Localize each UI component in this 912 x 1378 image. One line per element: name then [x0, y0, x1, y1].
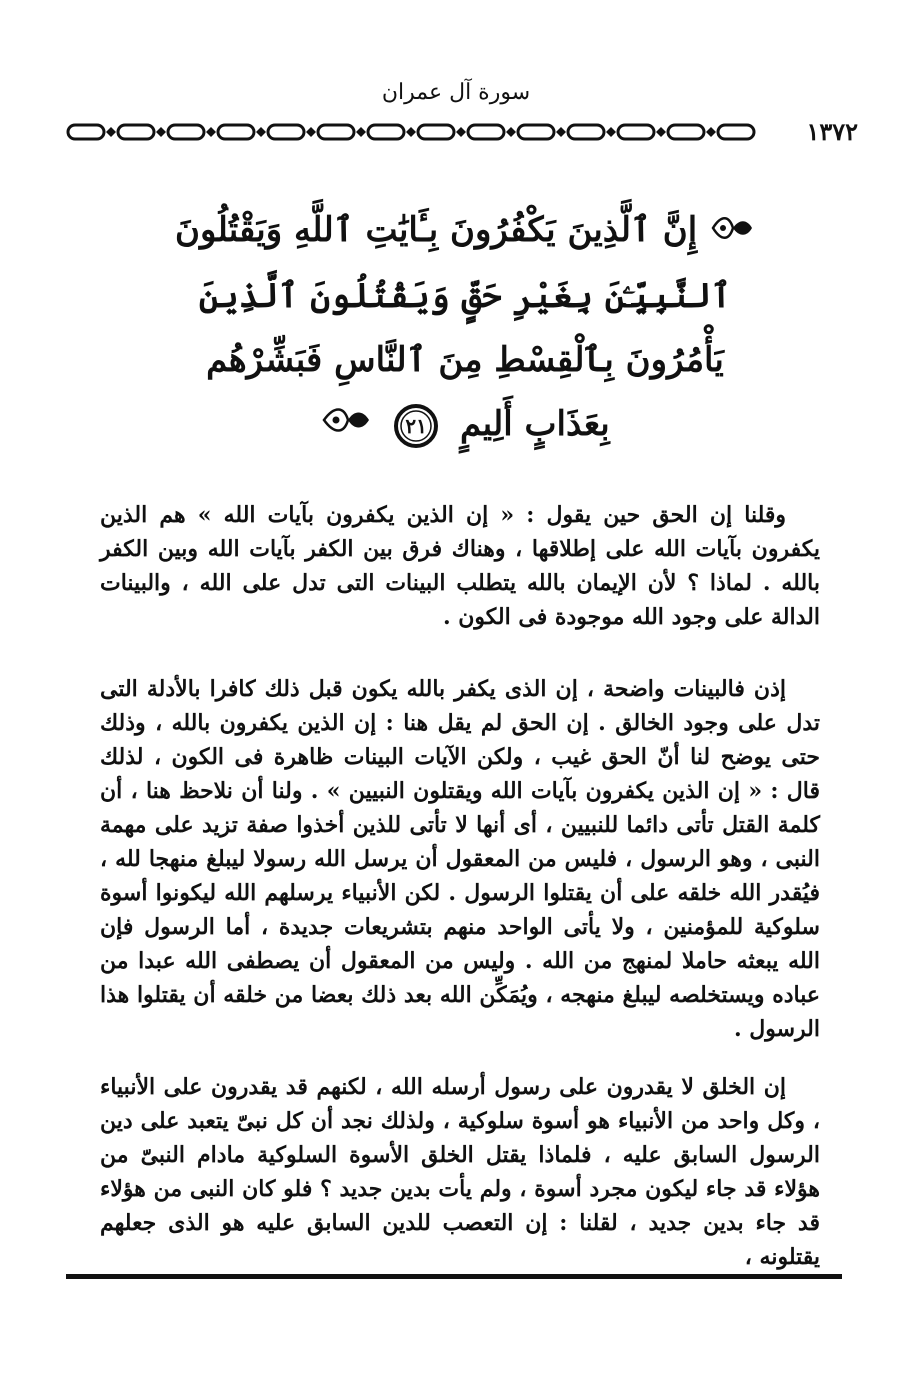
chain-ornament — [60, 116, 768, 148]
chain-diamond — [656, 127, 666, 137]
ayah-number: ٢١ — [405, 414, 427, 438]
chain-diamond — [356, 127, 366, 137]
chain-diamond — [406, 127, 416, 137]
body-paragraph-2-block — [100, 672, 820, 1076]
chain-diamond — [306, 127, 316, 137]
chain-link — [568, 125, 604, 139]
chain-diamond — [256, 127, 266, 137]
page-number: ١٣٧٢ — [806, 117, 858, 146]
chain-diamond — [156, 127, 166, 137]
chain-link — [268, 125, 304, 139]
verse-end-ornament-icon — [320, 394, 372, 458]
chain-diamond — [106, 127, 116, 137]
body-paragraph-1: وقلنا إن الحق حين يقول : « إن الذين يكفرون بآيات الله » هم الذين يكفرون بآيات الله على إطلاقها ، وهناك فرق بين الكفر بآيات الله وبين الكفر بالله . لماذا ؟ لأن الإيمان بالله يتطلب البينات التى تدل على الله ، والبينات الدالة على وجود الله موجودة فى الكون . — [100, 502, 820, 630]
chain-link — [618, 125, 654, 139]
chain-link — [718, 125, 754, 139]
footer-rule — [66, 1274, 842, 1280]
chain-link — [318, 125, 354, 139]
ayah-number-marker — [392, 402, 440, 450]
chain-link — [468, 125, 504, 139]
chain-link — [418, 125, 454, 139]
verse-line-3: يَأْمُرُونَ بِٱلْقِسْطِ مِنَ ٱلنَّاسِ فَبَشِّرْهُم — [206, 340, 724, 380]
chain-diamond — [456, 127, 466, 137]
chain-link — [168, 125, 204, 139]
chain-link — [118, 125, 154, 139]
quran-verse — [150, 198, 780, 458]
header-band — [60, 116, 860, 148]
verse-line-4 — [150, 392, 780, 458]
chain-link — [668, 125, 704, 139]
body-paragraph-2: إذن فالبينات واضحة ، إن الذى يكفر بالله يكون قبل ذلك كافرا بالأدلة التى تدل على وجود الخالق . إن الحق لم يقل هنا : إن الذين يكفرون بالله ، وذلك حتى يوضح لنا أنّ الحق غيب ، ولكن الآيات البينات ظاهرة فى الكون ، لذلك قال : « إن الذين يكفرون بآيات الله ويقتلون النبيين » . ولنا أن نلاحظ هنا ، أن كلمة القتل تأتى دائما للنبيين ، أى أنها لا تأتى للذين أخذوا صفة تزيد على مهمة النبى ، وهو الرسول ، فليس من المعقول أن يرسل الله رسولا ليبلغ منهجا لله ، فيُقدر الله خلقه على أن يقتلوا الرسول . لكن الأنبياء يرسلهم الله ليكونوا أسوة سلوكية للمؤمنين ، ولا يأتى الواحد منهم بتشريعات جديدة ، أما الرسول فإن الله يبعثه حاملا لمنهج من الله . وليس من المعقول أن يصطفى الله عبدا من عباده ويستخلصه ليبلغ منهجه ، ويُمَكِّن الله بعد ذلك بعضا من خلقه أن يقتلوا هذا الرسول . — [100, 676, 820, 1042]
chain-link — [518, 125, 554, 139]
chain-link — [368, 125, 404, 139]
verse-line-1 — [150, 198, 780, 264]
verse-start-ornament-icon — [709, 200, 755, 264]
verse-line-1-text: إِنَّ ٱلَّذِينَ يَكْفُرُونَ بِـَٔايَٰتِ ٱللَّهِ وَيَقْتُلُونَ — [174, 210, 698, 250]
chain-diamond — [706, 127, 716, 137]
body-paragraph-3: إن الخلق لا يقدرون على رسول أرسله الله ، لكنهم قد يقدرون على الأنبياء ، وكل واحد من الأنبياء هو أسوة سلوكية ، ولذلك نجد أن كل نبىّ يتعبد على دين الرسول السابق عليه ، فلماذا يقتل الخلق الأسوة السلوكية مادام النبىّ من هؤلاء قد جاء ليكون مجرد أسوة ، ولم يأت بدين جديد ؟ فلو كان النبى من هؤلاء قد جاء بدين جديد ، لقلنا : إن التعصب للدين السابق عليه هو الذى جعلهم يقتلونه ، — [100, 1074, 820, 1270]
chain-link — [68, 125, 104, 139]
chain-diamond — [506, 127, 516, 137]
surah-title: سورة آل عمران — [381, 80, 531, 105]
chain-diamond — [606, 127, 616, 137]
verse-line-2: ٱلنَّبِيِّـۧنَ بِغَيْرِ حَقٍّ وَيَقْتُلُونَ ٱلَّذِينَ — [198, 276, 732, 316]
body-paragraph-3-block — [100, 1070, 820, 1304]
chain-link — [218, 125, 254, 139]
chain-diamond — [206, 127, 216, 137]
verse-line-4-text: بِعَذَابٍ أَلِيمٍ — [459, 404, 610, 444]
body-paragraph-1-block — [100, 498, 820, 664]
chain-diamond — [556, 127, 566, 137]
